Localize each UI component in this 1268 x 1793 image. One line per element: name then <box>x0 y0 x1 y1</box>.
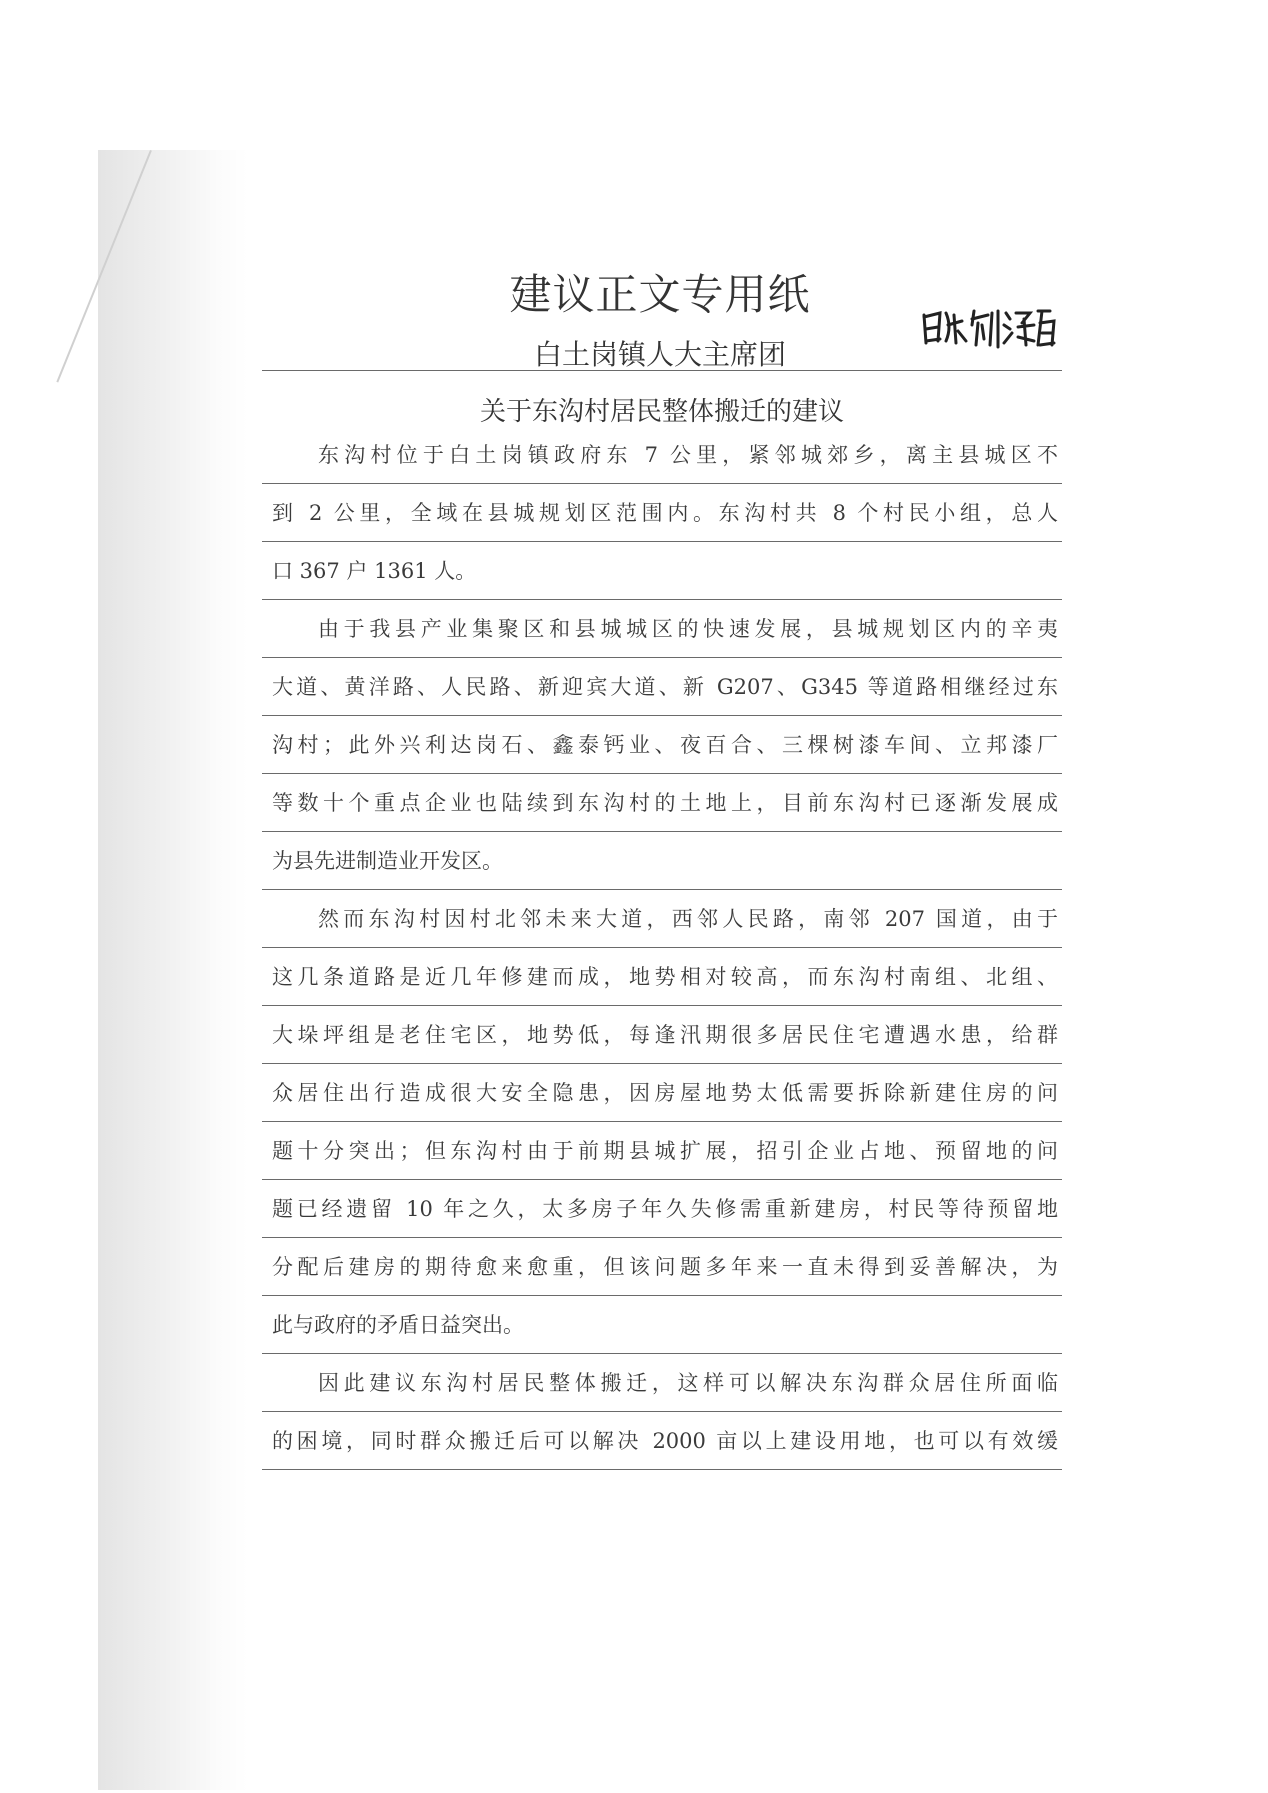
organization-name: 白土岗镇人大主席团 <box>533 338 786 371</box>
scan-shadow <box>98 150 248 1790</box>
handwritten-signature <box>918 305 1058 349</box>
body-line: 沟村；此外兴利达岗石、鑫泰钙业、夜百合、三棵树漆车间、立邦漆厂 <box>262 716 1062 774</box>
body-line: 口 367 户 1361 人。 <box>262 542 1062 600</box>
body-line: 的困境，同时群众搬迁后可以解决 2000 亩以上建设用地，也可以有效缓 <box>262 1412 1062 1470</box>
body-line: 题已经遗留 10 年之久，太多房子年久失修需重新建房，村民等待预留地 <box>262 1180 1062 1238</box>
body-line: 这几条道路是近几年修建而成，地势相对较高，而东沟村南组、北组、 <box>262 948 1062 1006</box>
body-line: 为县先进制造业开发区。 <box>262 832 1062 890</box>
body-line: 题十分突出；但东沟村由于前期县城扩展，招引企业占地、预留地的问 <box>262 1122 1062 1180</box>
page-title: 建议正文专用纸 <box>509 270 811 319</box>
body-line: 此与政府的矛盾日益突出。 <box>262 1296 1062 1354</box>
body-line: 然而东沟村因村北邻未来大道，西邻人民路，南邻 207 国道，由于 <box>262 890 1062 948</box>
body-line: 东沟村位于白土岗镇政府东 7 公里，紧邻城郊乡，离主县城区不 <box>262 426 1062 484</box>
body-line: 大垛坪组是老住宅区，地势低，每逢汛期很多居民住宅遭遇水患，给群 <box>262 1006 1062 1064</box>
body-line: 到 2 公里，全域在县城规划区范围内。东沟村共 8 个村民小组，总人 <box>262 484 1062 542</box>
body-line: 因此建议东沟村居民整体搬迁，这样可以解决东沟群众居住所面临 <box>262 1354 1062 1412</box>
body-line: 分配后建房的期待愈来愈重，但该问题多年来一直未得到妥善解决，为 <box>262 1238 1062 1296</box>
document-body <box>262 426 1062 1470</box>
body-line: 由于我县产业集聚区和县城城区的快速发展，县城规划区内的辛夷 <box>262 600 1062 658</box>
body-line: 等数十个重点企业也陆续到东沟村的土地上，目前东沟村已逐渐发展成 <box>262 774 1062 832</box>
document-subject: 关于东沟村居民整体搬迁的建议 <box>479 397 844 427</box>
header-divider <box>262 370 1062 371</box>
body-line: 众居住出行造成很大安全隐患，因房屋地势太低需要拆除新建住房的问 <box>262 1064 1062 1122</box>
body-line: 大道、黄洋路、人民路、新迎宾大道、新 G207、G345 等道路相继经过东 <box>262 658 1062 716</box>
